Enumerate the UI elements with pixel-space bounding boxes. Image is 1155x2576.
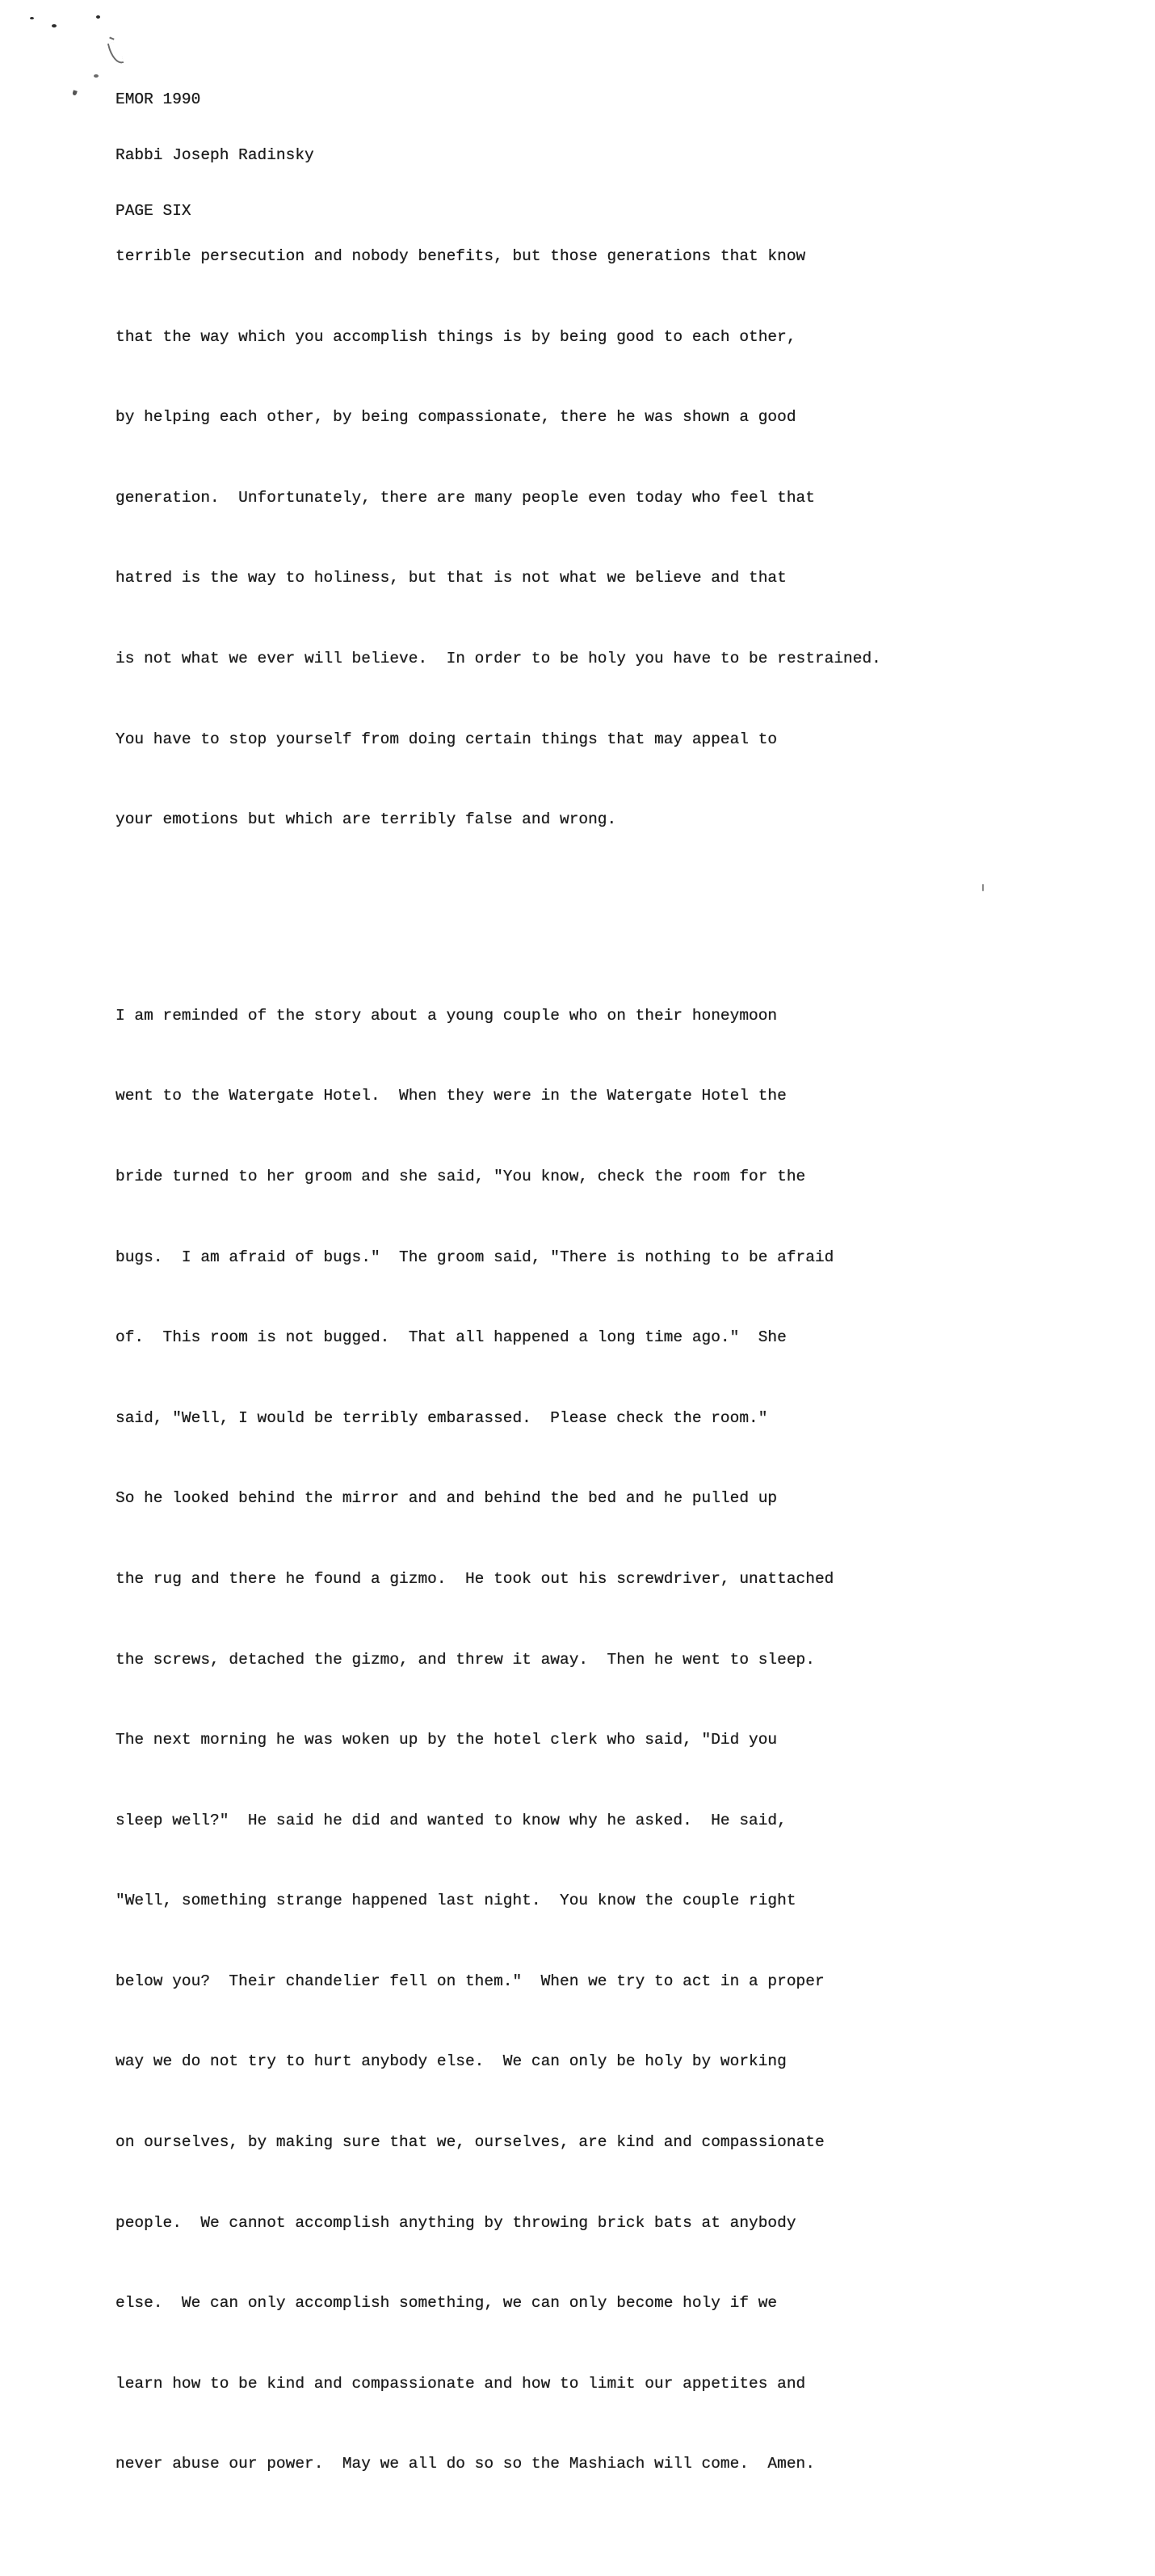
- scan-speck: [94, 74, 99, 78]
- text-line: of. This room is not bugged. That all happened a long time ago." She: [116, 1328, 787, 1347]
- document-author: Rabbi Joseph Radinsky: [116, 146, 314, 164]
- document-title: EMOR 1990: [116, 90, 201, 108]
- text-line: the screws, detached the gizmo, and threw it away. Then he went to sleep.: [116, 1650, 815, 1669]
- paragraph-1: [116, 199, 1085, 878]
- text-line: bride turned to her groom and she said, "You know, check the room for the: [116, 1167, 806, 1185]
- text-line: said, "Well, I would be terribly embarassed. Please check the room.": [116, 1408, 768, 1427]
- document-body: [116, 145, 1085, 2576]
- text-line: I am reminded of the story about a young couple who on their honeymoon: [116, 1006, 778, 1025]
- text-line: on ourselves, by making sure that we, ourselves, are kind and compassionate: [116, 2133, 825, 2152]
- scan-speck: [72, 90, 78, 95]
- text-line: that the way which you accomplish things is by being good to each other,: [116, 327, 796, 346]
- text-line: people. We cannot accomplish anything by throwing brick bats at anybody: [116, 2213, 796, 2232]
- paragraph-2: [116, 958, 1085, 2523]
- text-line: The next morning he was woken up by the hotel clerk who said, "Did you: [116, 1731, 778, 1749]
- document-page-number: PAGE SIX: [116, 202, 191, 220]
- text-line: else. We can only accomplish something, we can only become holy if we: [116, 2294, 778, 2313]
- text-line: So he looked behind the mirror and and behind the bed and he pulled up: [116, 1489, 778, 1508]
- text-line: hatred is the way to holiness, but that is not what we believe and that: [116, 569, 787, 587]
- text-line: never abuse our power. May we all do so so the Mashiach will come. Amen.: [116, 2455, 815, 2473]
- text-line: bugs. I am afraid of bugs." The groom said, "There is nothing to be afraid: [116, 1248, 834, 1266]
- text-line: the rug and there he found a gizmo. He took out his screwdriver, unattached: [116, 1569, 834, 1588]
- scan-speck: [30, 17, 34, 19]
- text-line: way we do not try to hurt anybody else. We can only be holy by working: [116, 2052, 787, 2071]
- text-line: "Well, something strange happened last night. You know the couple right: [116, 1892, 796, 1910]
- text-line: below you? Their chandelier fell on them." When we try to act in a proper: [116, 1972, 825, 1990]
- text-line: is not what we ever will believe. In order to be holy you have to be restrained.: [116, 649, 881, 667]
- text-line: You have to stop yourself from doing certain things that may appeal to: [116, 730, 778, 748]
- scan-speck: [96, 15, 100, 19]
- text-line: learn how to be kind and compassionate and how to limit our appetites and: [116, 2374, 806, 2393]
- text-line: generation. Unfortunately, there are many people even today who feel that: [116, 488, 815, 507]
- scan-speck: [52, 24, 57, 27]
- text-line: went to the Watergate Hotel. When they were in the Watergate Hotel the: [116, 1087, 787, 1105]
- text-line: sleep well?" He said he did and wanted to know why he asked. He said,: [116, 1811, 787, 1829]
- text-line: terrible persecution and nobody benefits, but those generations that know: [116, 247, 806, 265]
- text-line: your emotions but which are terribly false and wrong.: [116, 810, 617, 829]
- text-line: by helping each other, by being compassionate, there he was shown a good: [116, 408, 796, 427]
